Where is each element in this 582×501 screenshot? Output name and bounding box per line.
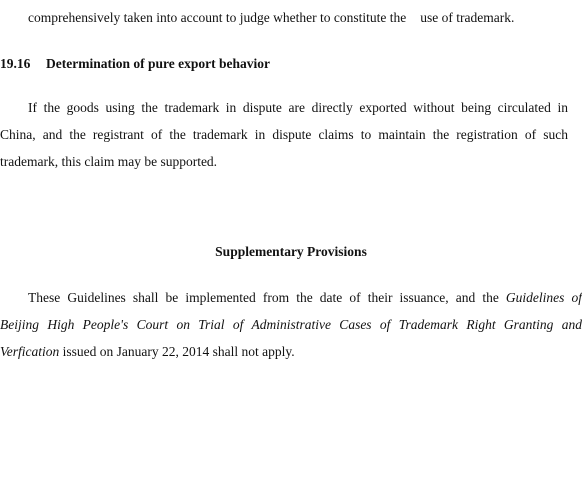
continuation-text-b: use of trademark. [420,10,515,25]
supplementary-heading: Supplementary Provisions [215,244,367,259]
section-paragraph-line-1: If the goods using the trademark in dispute are directly exported without being circulated in [28,100,568,115]
section-heading [0,56,270,72]
supplementary-line-3 [0,344,295,360]
section-number: 19.16 [0,56,31,71]
section-paragraph-line-3: trademark, this claim may be supported. [0,154,218,169]
continuation-line [28,10,514,26]
supplementary-line-3-italic: Verfication [0,344,60,359]
supplementary-line-1-plain: These Guidelines shall be implemented from the date of their issuance, and the [28,290,499,305]
continuation-text-a: comprehensively taken into account to judge whether to constitute the [28,10,407,25]
section-paragraph-line-2: China, and the registrant of the trademark in dispute claims to maintain the registration of such [0,127,568,142]
supplementary-line-3-plain: issued on January 22, 2014 shall not apply. [62,344,295,359]
supplementary-line-1-italic: Guidelines of [505,290,582,305]
supplementary-line-1 [28,290,582,306]
section-title: Determination of pure export behavior [46,56,270,71]
supplementary-line-2: Beijing High People's Court on Trial of Administrative Cases of Trademark Right Granting and [0,317,582,332]
